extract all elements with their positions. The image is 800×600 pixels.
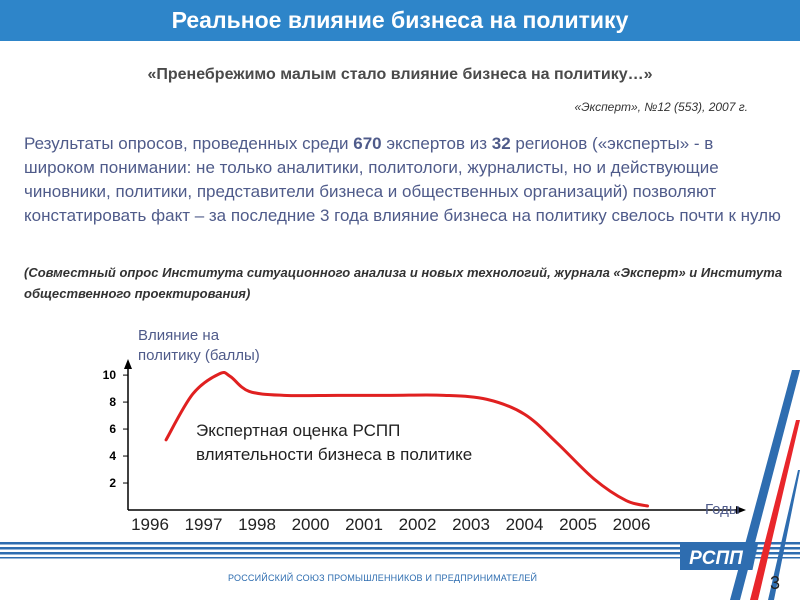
regions-count: 32 [491,134,511,153]
x-tick-label-1998: 1998 [238,515,276,534]
rspp-logo-graphic [680,544,758,570]
body-paragraph [24,132,784,228]
x-tick-label-2004: 2004 [505,515,544,534]
y-axis-title-line-1: Влияние на [138,327,220,344]
slide-title: Реальное влияние бизнеса на политику [171,7,629,33]
x-tick-label-2000: 2000 [291,515,330,534]
x-tick-label-2003: 2003 [452,515,490,534]
body-part-1: Результаты опросов, проведенных среди [24,134,354,153]
source-citation: «Эксперт», №12 (553), 2007 г. [574,100,748,114]
body-part-2: экспертов из [381,134,492,153]
page-number: 3 [769,573,780,593]
x-axis-title: Годы [705,501,740,518]
title-bar [0,0,800,41]
x-tick-label-2001: 2001 [345,515,383,534]
x-tick-label-2002: 2002 [398,515,437,534]
y-tick-label-8: 8 [109,395,116,410]
quote: «Пренебрежимо малым стало влияние бизнеса на политику…» [147,66,653,83]
survey-note: (Совместный опрос Института ситуационного анализа и новых технологий, журнала «Эксперт» и Института общественного проектирования) [24,265,783,301]
chart-annotation-line-1: Экспертная оценка РСПП [196,421,401,440]
svg-text:РСПП: РСПП [689,548,743,569]
body-part-3: регионов («эксперты» - в широком понимании: не только аналитики, политологи, журналисты, но и действующие чиновники, политики, представители бизнеса и общественных организаций) позволяют констатировать факт – за последние 3 года влияние бизнеса на политику свелось почти к нулю [24,134,781,225]
y-axis-title-line-2: политику (баллы) [138,347,260,364]
y-tick-label-10: 10 [102,368,116,383]
experts-count: 670 [353,134,382,153]
x-tick-label-2005: 2005 [559,515,597,534]
y-tick-label-2: 2 [109,476,116,491]
rspp-logo [680,544,758,570]
x-tick-label-1996: 1996 [131,515,169,534]
y-axis-arrow [124,359,132,369]
x-tick-label-2006: 2006 [612,515,651,534]
influence-chart [0,318,800,540]
chart-annotation-line-2: влиятельности бизнеса в политике [196,445,473,464]
footer-organization: РОССИЙСКИЙ СОЮЗ ПРОМЫШЛЕННИКОВ И ПРЕДПРИНИМАТЕЛЕЙ [228,573,538,583]
y-tick-label-4: 4 [109,449,116,464]
chart-labels [103,327,740,534]
x-tick-label-1997: 1997 [184,515,223,534]
y-tick-label-6: 6 [109,422,116,437]
